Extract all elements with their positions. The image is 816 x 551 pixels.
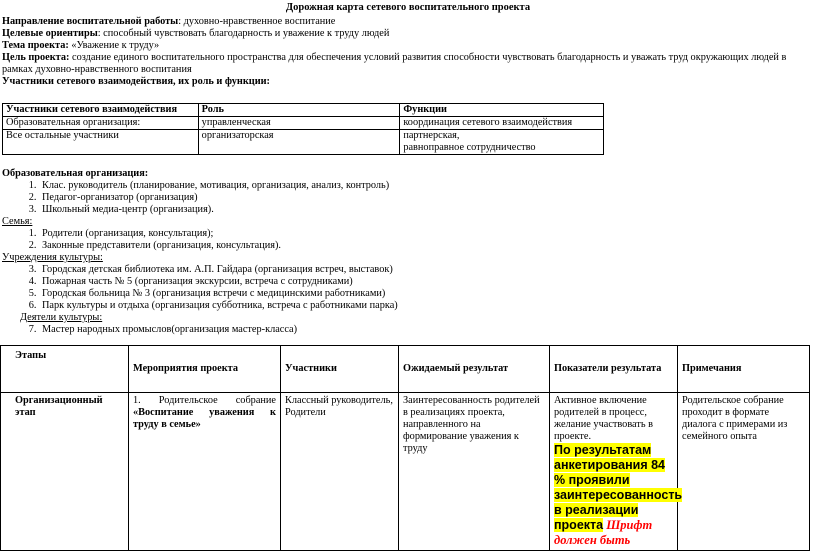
figures-list <box>2 324 802 336</box>
cell-functions: координация сетевого взаимодействия <box>400 117 604 130</box>
table-row <box>3 130 604 155</box>
theme-line: Тема проекта: «Уважение к труду» <box>2 40 160 51</box>
plan-table <box>0 345 810 551</box>
red-note: Шрифт должен быть <box>554 518 653 547</box>
cell-participants: Классный руководитель, Родители <box>281 393 399 551</box>
family-list <box>2 228 802 252</box>
header-stages: Этапы <box>1 346 129 393</box>
header-role: Роль <box>198 104 400 117</box>
header-expected: Ожидаемый результат <box>399 346 550 393</box>
header-participants: Участники <box>281 346 399 393</box>
header-functions: Функции <box>400 104 604 117</box>
highlighted-result: По результатам анкетирования 84 % проявили заинтересованность в реализации проекта <box>554 443 683 532</box>
table-header-row <box>1 346 810 393</box>
header-participants: Участники сетевого взаимодействия <box>3 104 199 117</box>
list-item: 2. Законные представители (организация, консультация). <box>39 240 802 252</box>
table-header-row <box>3 104 604 117</box>
organization-list <box>2 180 802 216</box>
family-heading: Семья: <box>2 216 33 227</box>
cell-event: 1. Родительское собрание «Воспитание уважения к труду в семье» <box>129 393 281 551</box>
participants-heading: Участники сетевого взаимодействия, их роль и функции: <box>2 76 270 87</box>
goal-line: Цель проекта: создание единого воспитательного пространства для обеспечения условий развития способности чувствовать благодарность и уважать труд окружающих людей в рамках духовно-нравственного воспитания <box>2 52 787 75</box>
direction-line: Направление воспитательной работы: духовно-нравственное воспитание <box>2 16 336 27</box>
cell-indicators: Активное включение родителей в процесс, желание участвовать в проекте. По результатам анкетирования 84 % проявили заинтересованность в реализации проекта Шрифт должен быть <box>550 393 678 551</box>
list-item: 2. Педагог-организатор (организация) <box>39 192 802 204</box>
list-item: 4. Пожарная часть № 5 (организация экскурсии, встреча с сотрудниками) <box>39 276 802 288</box>
table-row <box>3 117 604 130</box>
list-item: 1. Родители (организация, консультация); <box>39 228 802 240</box>
organization-heading: Образовательная организация: <box>2 168 149 179</box>
cell-participant: Образовательная организация: <box>3 117 199 130</box>
cell-stage: Организационный этап <box>1 393 129 551</box>
cell-role: организаторская <box>198 130 400 155</box>
header-notes: Примечания <box>678 346 810 393</box>
list-item: 7. Мастер народных промыслов(организация мастер-класса) <box>39 324 802 336</box>
figures-heading: Деятели культуры: <box>20 312 103 323</box>
table-row <box>1 393 810 551</box>
targets-line: Целевые ориентиры: способный чувствовать благодарность и уважение к труду людей <box>2 28 390 39</box>
list-item: 5. Городская больница № 3 (организация встречи с медицинскими работниками) <box>39 288 802 300</box>
list-item: 1. Клас. руководитель (планирование, мотивация, организация, анализ, контроль) <box>39 180 802 192</box>
header-events: Мероприятия проекта <box>129 346 281 393</box>
cell-expected: Заинтересованность родителей в реализациях проекта, направленного на формирование уважения к труду <box>399 393 550 551</box>
culture-list <box>2 264 802 312</box>
cell-notes: Родительское собрание проходит в формате диалога с примерами из семейного опыта <box>678 393 810 551</box>
header-indicators: Показатели результата <box>550 346 678 393</box>
list-item: 6. Парк культуры и отдыха (организация субботника, встреча с работниками парка) <box>39 300 802 312</box>
project-intro <box>2 16 814 88</box>
culture-heading: Учреждения культуры: <box>2 252 103 263</box>
list-item: 3. Школьный медиа-центр (организация). <box>39 204 802 216</box>
page-title: Дорожная карта сетевого воспитательного проекта <box>285 2 531 13</box>
roles-table <box>2 103 604 155</box>
cell-functions: партнерская, равноправное сотрудничество <box>400 130 604 155</box>
cell-participant: Все остальные участники <box>3 130 199 155</box>
cell-role: управленческая <box>198 117 400 130</box>
list-item: 3. Городская детская библиотека им. А.П. Гайдара (организация встреч, выставок) <box>39 264 802 276</box>
participants-list <box>2 168 802 336</box>
